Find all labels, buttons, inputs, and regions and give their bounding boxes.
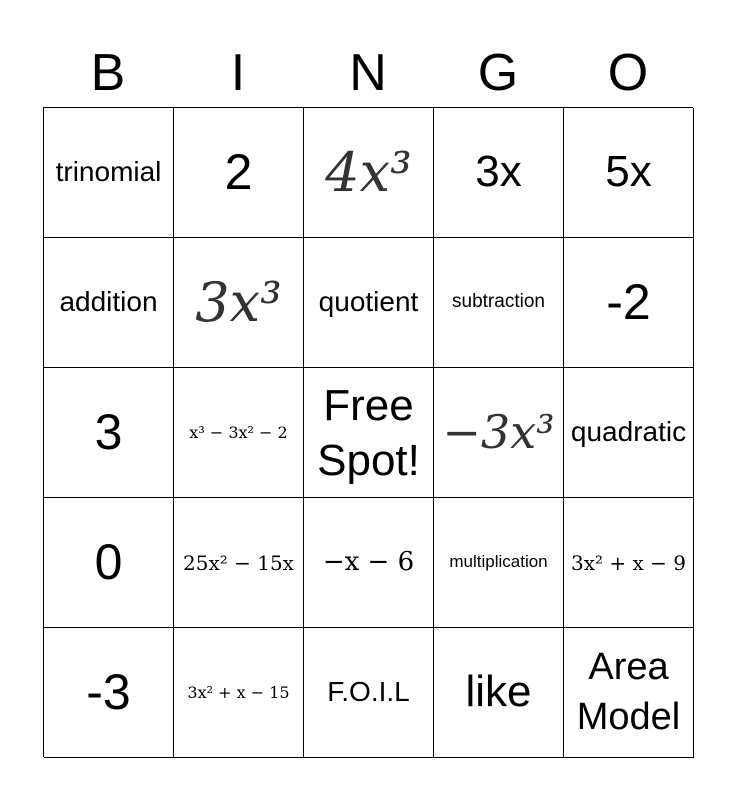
bingo-cell[interactable]: -2 bbox=[564, 238, 694, 368]
bingo-cell[interactable]: −3x³ bbox=[434, 368, 564, 498]
bingo-cell[interactable]: multiplication bbox=[434, 498, 564, 628]
bingo-header bbox=[43, 40, 693, 106]
free-spot-cell[interactable]: Free Spot! bbox=[304, 368, 434, 498]
bingo-card-grid bbox=[43, 107, 693, 757]
bingo-cell[interactable]: addition bbox=[44, 238, 174, 368]
bingo-cell[interactable]: 5x bbox=[564, 108, 694, 238]
bingo-cell[interactable]: −x − 6 bbox=[304, 498, 434, 628]
bingo-cell[interactable]: trinomial bbox=[44, 108, 174, 238]
bingo-cell[interactable]: 3x² + x − 15 bbox=[174, 628, 304, 758]
bingo-cell[interactable]: 3x³ bbox=[174, 238, 304, 368]
bingo-cell[interactable]: -3 bbox=[44, 628, 174, 758]
header-letter-i: I bbox=[230, 44, 246, 102]
bingo-cell[interactable]: 3x² + x − 9 bbox=[564, 498, 694, 628]
bingo-cell[interactable]: Area Model bbox=[564, 628, 694, 758]
bingo-cell[interactable]: quadratic bbox=[564, 368, 694, 498]
bingo-cell[interactable]: 25x² − 15x bbox=[174, 498, 304, 628]
bingo-cell[interactable]: 0 bbox=[44, 498, 174, 628]
bingo-cell[interactable]: F.O.I.L bbox=[304, 628, 434, 758]
header-letter-o: O bbox=[607, 44, 649, 102]
header-letter-b: B bbox=[90, 44, 126, 102]
bingo-cell[interactable]: 2 bbox=[174, 108, 304, 238]
header-letter-n: N bbox=[349, 44, 387, 102]
bingo-cell[interactable]: like bbox=[434, 628, 564, 758]
bingo-cell[interactable]: quotient bbox=[304, 238, 434, 368]
bingo-cell[interactable]: 3 bbox=[44, 368, 174, 498]
bingo-cell[interactable]: 4x³ bbox=[304, 108, 434, 238]
bingo-cell[interactable]: x³ − 3x² − 2 bbox=[174, 368, 304, 498]
header-letter-g: G bbox=[477, 44, 519, 102]
bingo-cell[interactable]: subtraction bbox=[434, 238, 564, 368]
bingo-cell[interactable]: 3x bbox=[434, 108, 564, 238]
